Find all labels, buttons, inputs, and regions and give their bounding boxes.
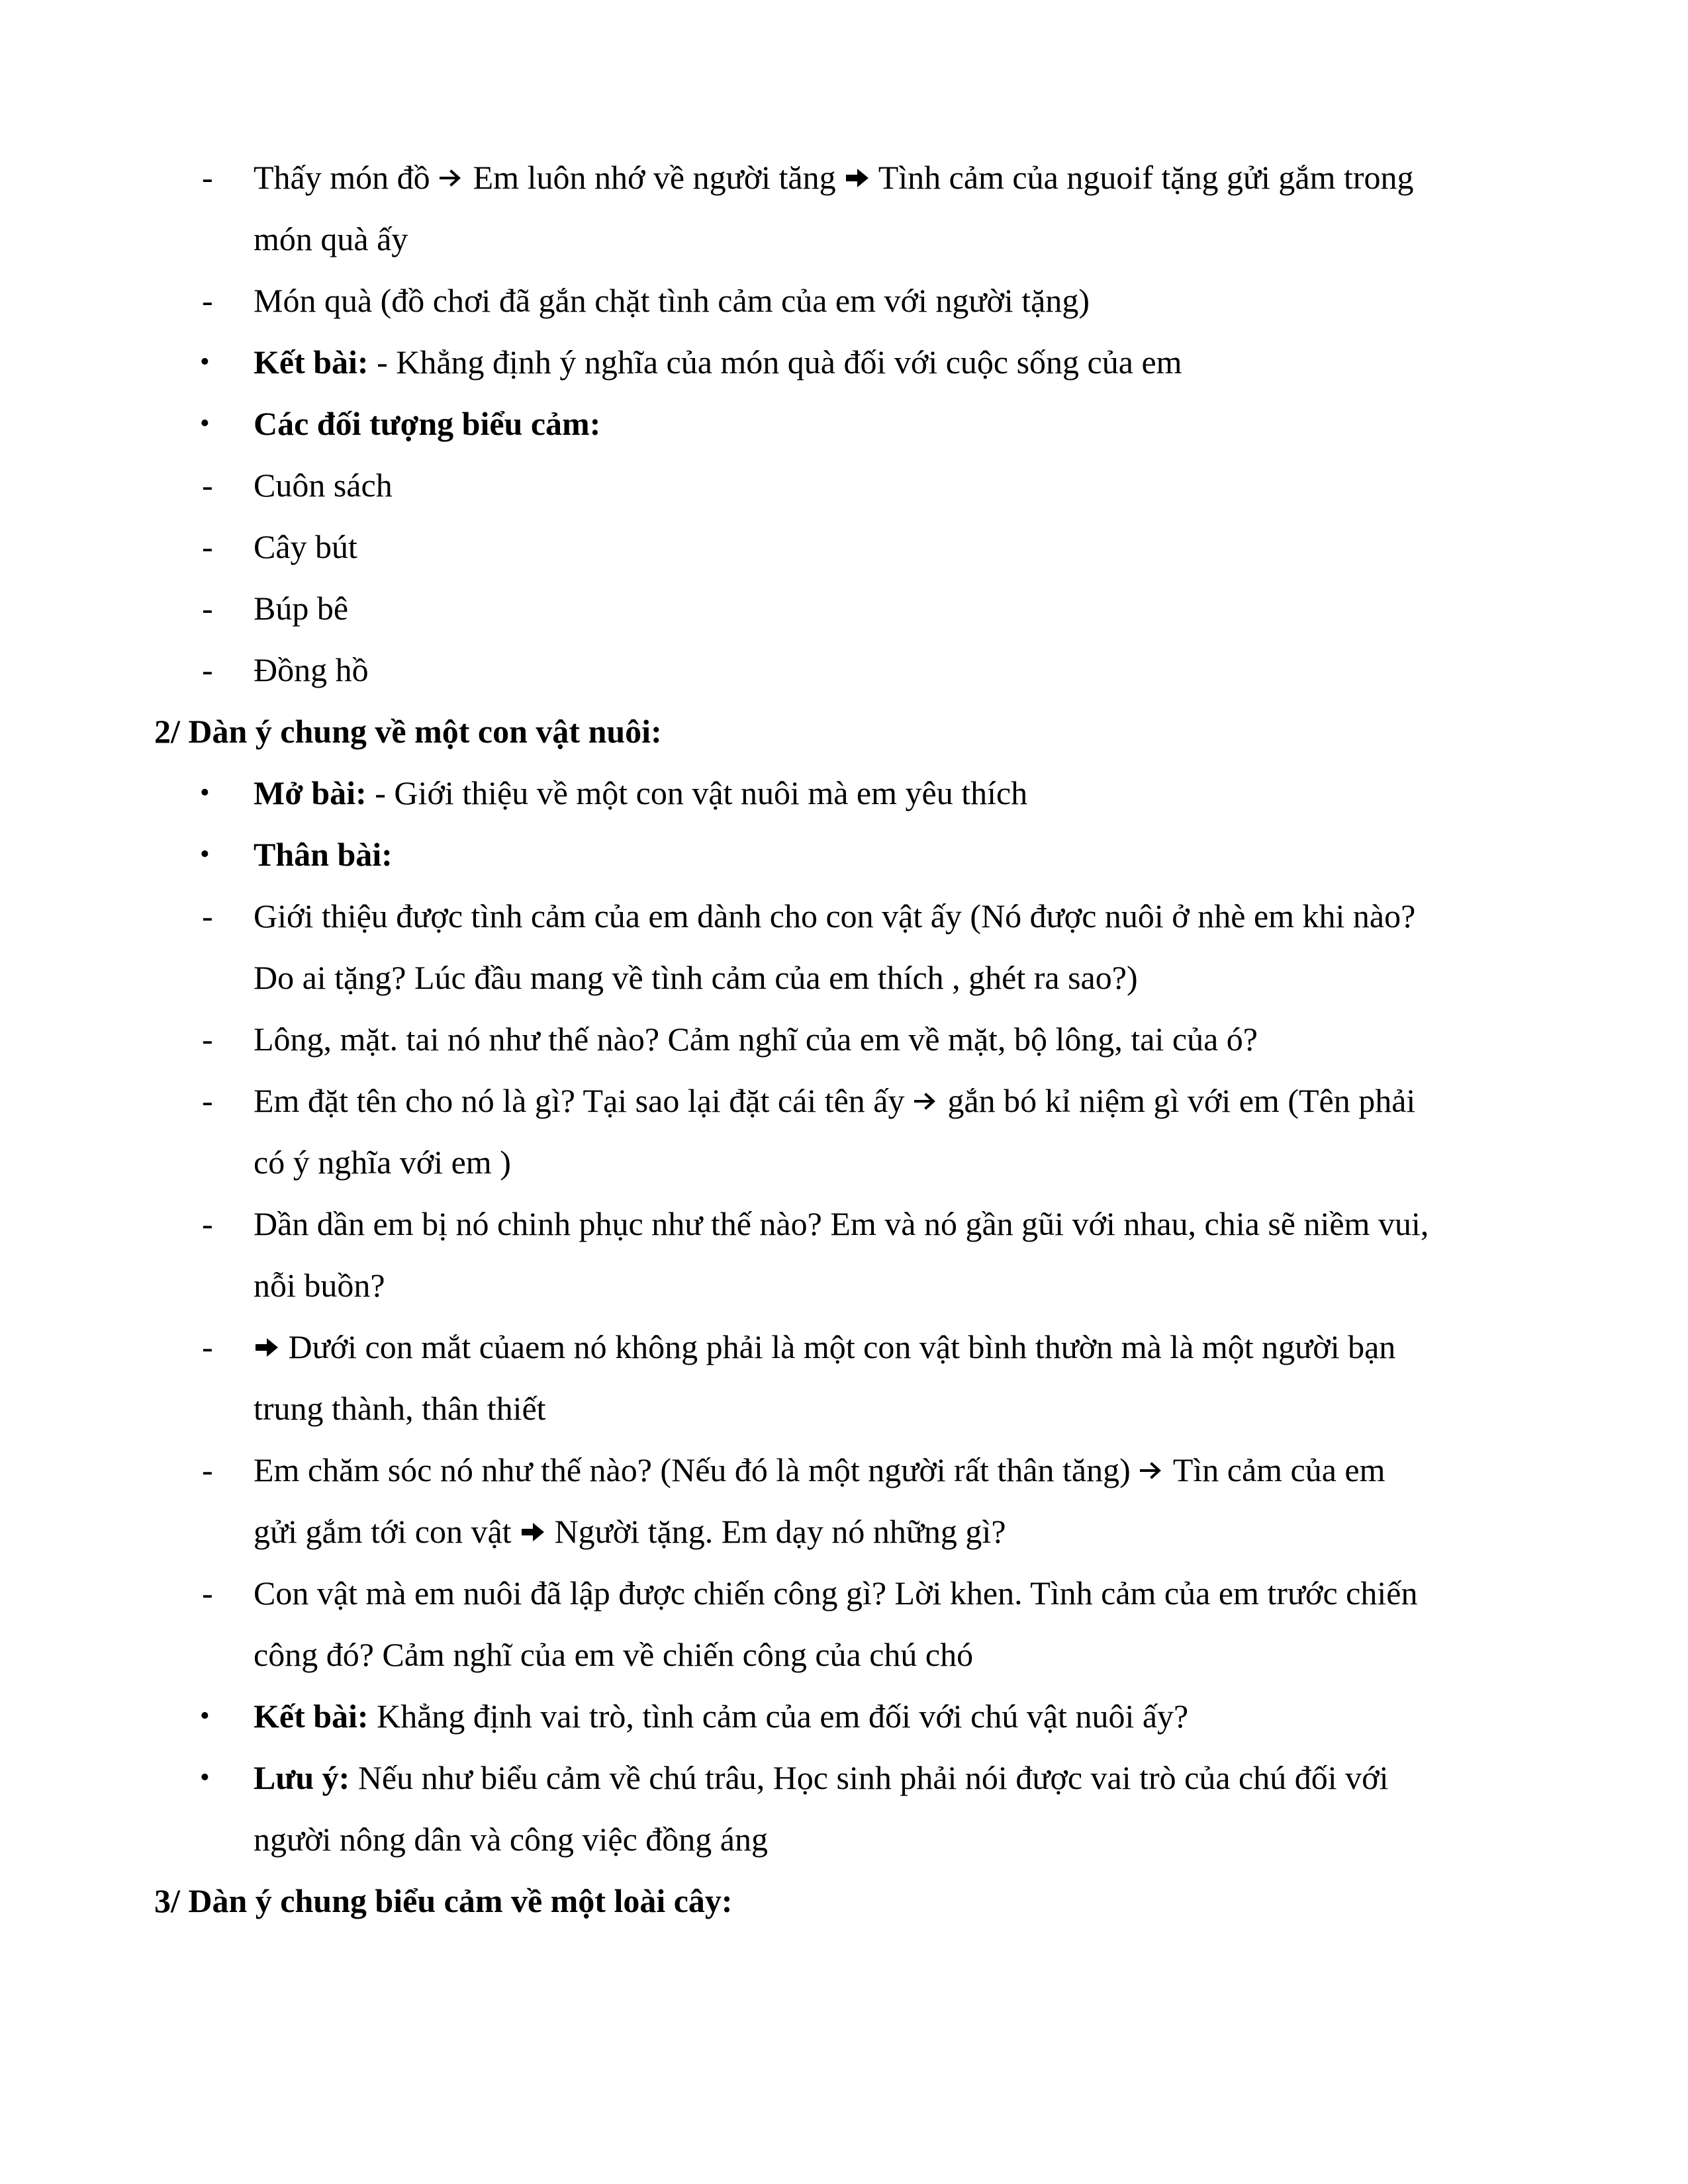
- dash-marker: -: [202, 1205, 213, 1242]
- item-text: gửi gắm tới con vật Người tặng. Em dạy nó những gì?: [254, 1513, 1006, 1550]
- item-text: người nông dân và công việc đồng áng: [254, 1821, 768, 1858]
- bold-arrow-right-icon: [254, 1333, 280, 1362]
- item-text: công đó? Cảm nghĩ của em về chiến công của chú chó: [254, 1636, 974, 1673]
- arrow-right-icon: [438, 163, 465, 193]
- item-text: Kết bài: Khẳng định vai trò, tình cảm của em đối với chú vật nuôi ấy?: [254, 1698, 1189, 1735]
- item-text: Lông, mặt. tai nó như thế nào? Cảm nghĩ của em về mặt, bộ lông, tai của ó?: [254, 1021, 1258, 1058]
- bullet-marker: •: [200, 778, 210, 808]
- dash-marker: -: [202, 467, 213, 504]
- bullet-item: [0, 339, 1688, 385]
- list-item-continuation: [0, 954, 1688, 1001]
- list-item: [0, 647, 1688, 693]
- list-item-continuation: [0, 1631, 1688, 1678]
- list-item: [0, 1447, 1688, 1493]
- item-label: Các đối tượng biểu cảm:: [254, 405, 601, 442]
- list-item: [0, 893, 1688, 939]
- bold-arrow-right-icon: [844, 163, 870, 193]
- dash-marker: -: [202, 590, 213, 627]
- item-text: món quà ấy: [254, 220, 408, 257]
- list-item: [0, 154, 1688, 201]
- item-text: Em đặt tên cho nó là gì? Tại sao lại đặt cái tên ấy gắn bó kỉ niệm gì với em (Tên phải: [254, 1082, 1416, 1119]
- dash-marker: -: [202, 1021, 213, 1058]
- item-text: có ý nghĩa với em ): [254, 1144, 511, 1181]
- item-text: Kết bài: - Khẳng định ý nghĩa của món quà đối với cuộc sống của em: [254, 343, 1182, 381]
- item-label: Thân bài:: [254, 836, 393, 873]
- item-text: Đồng hồ: [254, 651, 369, 688]
- list-item: [0, 462, 1688, 508]
- dash-marker: -: [202, 282, 213, 319]
- list-item: [0, 1201, 1688, 1247]
- item-text: Mở bài: - Giới thiệu về một con vật nuôi mà em yêu thích: [254, 774, 1028, 811]
- section-heading: [0, 1878, 1688, 1924]
- item-text: Thấy món đồ Em luôn nhớ về người tăng Tình cảm của nguoif tặng gửi gắm trong: [254, 159, 1414, 196]
- section-heading: [0, 708, 1688, 754]
- item-label: Mở bài:: [254, 774, 367, 811]
- heading-text: 3/ Dàn ý chung biểu cảm về một loài cây:: [154, 1882, 733, 1919]
- dash-marker: -: [202, 897, 213, 934]
- item-text: Dưới con mắt củaem nó không phải là một con vật bình thườn mà là một người bạn: [254, 1324, 1395, 1370]
- bullet-marker: •: [200, 408, 210, 439]
- list-item-continuation: [0, 216, 1688, 262]
- bullet-marker: •: [200, 347, 210, 377]
- list-item: [0, 523, 1688, 570]
- list-item-continuation: [0, 1139, 1688, 1185]
- dash-marker: -: [202, 1451, 213, 1488]
- heading-text: 2/ Dàn ý chung về một con vật nuôi:: [154, 713, 662, 750]
- item-text: trung thành, thân thiết: [254, 1390, 546, 1427]
- bullet-marker: •: [200, 1701, 210, 1731]
- item-label: Lưu ý:: [254, 1759, 350, 1796]
- list-item-continuation: [0, 1816, 1688, 1862]
- item-text: Dần dần em bị nó chinh phục như thế nào? Em và nó gần gũi với nhau, chia sẽ niềm vui,: [254, 1205, 1429, 1242]
- list-item-continuation: [0, 1385, 1688, 1432]
- bullet-marker: •: [200, 839, 210, 870]
- list-item: [0, 1016, 1688, 1062]
- bold-arrow-right-icon: [520, 1518, 546, 1547]
- item-text: Món quà (đồ chơi đã gắn chặt tình cảm của em với người tặng): [254, 282, 1090, 319]
- bullet-item: [0, 1693, 1688, 1739]
- list-item: [0, 1324, 1688, 1370]
- item-text: nỗi buồn?: [254, 1267, 385, 1304]
- item-text: Con vật mà em nuôi đã lập được chiến công gì? Lời khen. Tình cảm của em trước chiến: [254, 1574, 1418, 1612]
- item-text: Búp bê: [254, 590, 349, 627]
- arrow-right-icon: [1139, 1456, 1165, 1485]
- list-item: [0, 1077, 1688, 1124]
- bullet-item: [0, 831, 1688, 878]
- bullet-item: [0, 400, 1688, 447]
- list-item: [0, 277, 1688, 324]
- item-text: Em chăm sóc nó như thế nào? (Nếu đó là một người rất thân tăng) Tìn cảm của em: [254, 1451, 1385, 1488]
- item-label: Kết bài:: [254, 343, 369, 381]
- item-text: Lưu ý: Nếu như biểu cảm về chú trâu, Học sinh phải nói được vai trò của chú đối với: [254, 1759, 1389, 1796]
- arrow-right-icon: [913, 1087, 939, 1116]
- item-text: Giới thiệu được tình cảm của em dành cho con vật ấy (Nó được nuôi ở nhè em khi nào?: [254, 897, 1416, 934]
- bullet-item: [0, 1754, 1688, 1801]
- list-item: [0, 585, 1688, 631]
- item-text: Cây bút: [254, 528, 357, 565]
- dash-marker: -: [202, 528, 213, 565]
- dash-marker: -: [202, 1574, 213, 1612]
- list-item-continuation: [0, 1262, 1688, 1308]
- dash-marker: -: [202, 1082, 213, 1119]
- item-label: Kết bài:: [254, 1698, 369, 1735]
- dash-marker: -: [202, 159, 213, 196]
- dash-marker: -: [202, 1328, 213, 1365]
- dash-marker: -: [202, 651, 213, 688]
- item-text: Cuôn sách: [254, 467, 393, 504]
- item-text: Do ai tặng? Lúc đầu mang về tình cảm của em thích , ghét ra sao?): [254, 959, 1138, 996]
- bullet-marker: •: [200, 1762, 210, 1793]
- list-item: [0, 1570, 1688, 1616]
- bullet-item: [0, 770, 1688, 816]
- list-item-continuation: [0, 1508, 1688, 1555]
